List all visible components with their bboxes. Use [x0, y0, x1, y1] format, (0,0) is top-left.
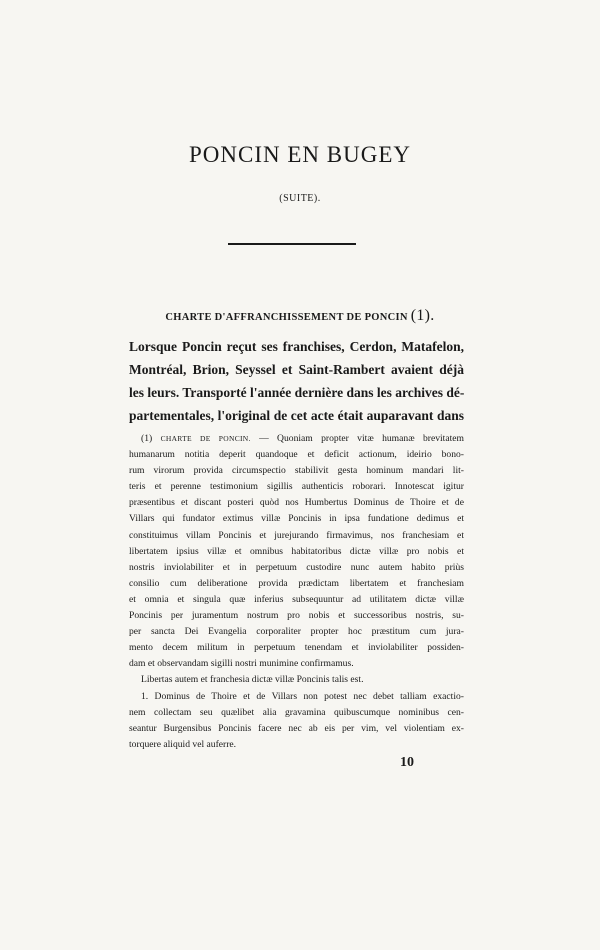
footnote-line: torquere aliquid vel auferre. [129, 738, 237, 750]
footnote-line: 1. Dominus de Thoire et de Villars non potest nec debet talliam exactio- [141, 690, 464, 702]
footnote-marker: (1) [141, 433, 153, 444]
footnote-line: per sancta Dei Evangelia corporaliter propter hoc præstitum cum jura- [129, 626, 464, 638]
body-line: Lorsque Poncin reçut ses franchises, Cerdon, Matafelon, [129, 339, 464, 354]
body-paragraph [129, 335, 464, 427]
footnote-line: teris et perenne testimonium sigillis authenticis roborari. Innotescat igitur [129, 481, 464, 493]
section-heading-text: CHARTE D'AFFRANCHISSEMENT DE PONCIN [165, 312, 408, 323]
body-line: partementales, l'original de cet acte était auparavant dans [129, 408, 464, 423]
footnote-line: libertatem ipsius villæ et omnibus habitatoribus dictæ villæ pro nobis et [129, 545, 464, 557]
footnote [129, 431, 464, 753]
body-line: les leurs. Transporté l'année dernière dans les archives dé- [129, 385, 465, 400]
footnote-line: præsentibus et discant posteri quòd nos Humbertus Dominus de Thoire et de [129, 497, 464, 509]
page-subtitle: (SUITE). [279, 193, 321, 204]
footnote-line: Poncinis per juramentum nostrum pro nobis et successoribus nostris, su- [129, 610, 464, 622]
footnote-line: constituimus villam Poncinis et jurejurando firmavimus, nos franchesiam et [129, 529, 464, 541]
footnote-label: CHARTE DE PONCIN. [160, 434, 251, 443]
footnote-line: humanarum notitia deperit quandoque et deficit actionum, ideirio bono- [129, 449, 464, 461]
footnote-line: consilio cum deliberatione provida prædictam libertatem et franchesiam [129, 577, 464, 589]
section-heading [0, 307, 600, 325]
footnote-line: nem collectam seu quælibet alia gravamina quibuscumque nominibus cen- [129, 706, 464, 718]
footnote-line: mento decem militum in perpetuum tenendam et inviolabiliter possiden- [129, 642, 464, 654]
footnote-reference: (1). [410, 307, 435, 324]
body-line: Montréal, Brion, Seyssel et Saint-Rambert avaient déjà [129, 362, 464, 377]
footnote-line [129, 431, 464, 447]
footnote-line: nostris inviolabiliter et in perpetuum custodire nunc autem habito priùs [129, 561, 464, 573]
title-rule [228, 243, 356, 245]
page-number: 10 [400, 755, 414, 770]
footnote-line: seantur Burgensibus Poncinis facere nec ab eis per vim, vel violentiam ex- [129, 722, 464, 734]
footnote-line: et omnia et singula quæ inferius subsequuntur ad utilitatem dictæ villæ [129, 593, 464, 605]
footnote-line: dam et observandam sigilli nostri munimine confirmamus. [129, 658, 354, 670]
footnote-line: Villars qui fundator extimus villæ Poncinis in ipsa fundatione dedimus et [129, 513, 464, 525]
footnote-line: rum virorum provida circumspectio stabilivit gesta hominum mandari lit- [129, 465, 464, 477]
footnote-text: — Quoniam propter vitæ humanæ brevitatem [259, 433, 464, 444]
footnote-line: Libertas autem et franchesia dictæ villæ Poncinis talis est. [141, 674, 364, 686]
page-title: PONCIN EN BUGEY [189, 142, 411, 167]
